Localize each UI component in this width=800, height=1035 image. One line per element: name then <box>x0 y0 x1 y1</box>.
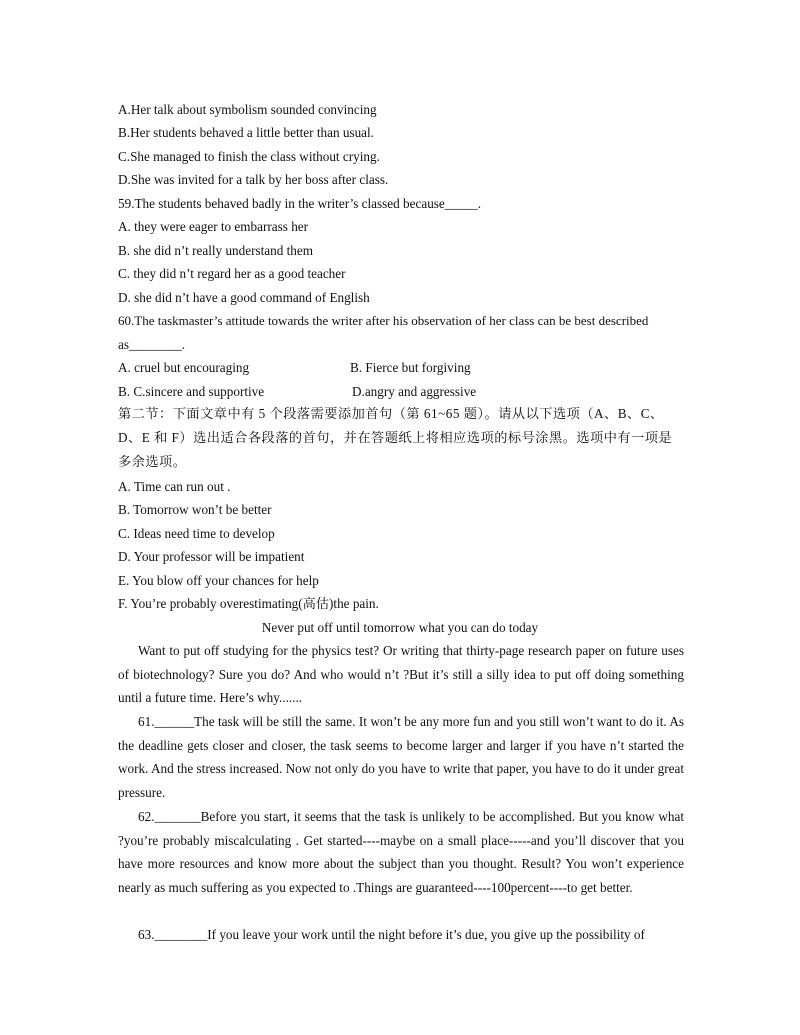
q59-option-c: C. they did n’t regard her as a good teacher <box>118 266 346 281</box>
q58-option-a: A.Her talk about symbolism sounded convincing <box>118 102 377 117</box>
q58-option-d: D.She was invited for a talk by her boss after class. <box>118 172 389 187</box>
q60-stem-line1: 60.The taskmaster’s attitude towards the writer after his observation of her class can be best described <box>118 313 649 328</box>
passage-title: Never put off until tomorrow what you can do today <box>261 620 539 635</box>
q59-stem: 59.The students behaved badly in the writer’s classed because_____. <box>118 196 482 211</box>
paragraph-63-text: 63.________If you leave your work until the night before it’s due, you give up the possibility of <box>138 927 645 942</box>
passage-paragraph-63 <box>118 923 684 947</box>
section2-option-d: D. Your professor will be impatient <box>118 549 305 564</box>
q60-stem-line2: as________. <box>118 337 186 352</box>
q58-option-c: C.She managed to finish the class without crying. <box>118 149 380 164</box>
q59-option-d: D. she did n’t have a good command of English <box>118 290 370 305</box>
section2-option-e: E. You blow off your chances for help <box>118 573 319 588</box>
paragraph-62-text: 62._______Before you start, it seems that the task is unlikely to be accomplished. But you know what ?you’re probably miscalculating . Get started----maybe on a small place-----and you’ll discover that you have more resources and know more about the subject than you thought. Result? You won’t experience nearly as much suffering as you expected to .Things are guaranteed----100percent----to get better. <box>118 809 684 895</box>
q60-option-b: B. Fierce but forgiving <box>350 360 471 375</box>
passage-intro-text: Want to put off studying for the physics test? Or writing that thirty-page research paper on future uses of biotechnology? Sure you do? And who would n’t ?But it’s still a silly idea to put off doing something until a future time. Here’s why....... <box>118 643 684 705</box>
passage-paragraph-61 <box>118 710 684 804</box>
q58-option-b: B.Her students behaved a little better than usual. <box>118 125 374 140</box>
section2-instructions-line1: 第二节：下面文章中有 5 个段落需要添加首句（第 61~65 题）。请从以下选项（A、B、C、 <box>118 406 664 421</box>
section2-option-c: C. Ideas need time to develop <box>118 526 275 541</box>
section2-option-f: F. You’re probably overestimating(高估)the pain. <box>118 596 379 611</box>
paragraph-61-text: 61.______The task will be still the same. It won’t be any more fun and you still won’t want to do it. As the deadline gets closer and closer, the task seems to become larger and larger if you have n’t started the work. And the stress increased. Now not only do you have to write that paper, you have to do it under great pressure. <box>118 714 684 800</box>
q60-option-a: A. cruel but encouraging <box>118 360 250 375</box>
q60-option-d: D.angry and aggressive <box>352 384 477 399</box>
passage-intro <box>118 639 684 710</box>
section2-option-a: A. Time can run out . <box>118 479 231 494</box>
section2-instructions-line3: 多余选项。 <box>118 454 187 469</box>
q59-option-a: A. they were eager to embarrass her <box>118 219 309 234</box>
section2-instructions-line2: D、E 和 F）选出适合各段落的首句，并在答题纸上将相应选项的标号涂黑。选项中有一项是 <box>118 430 673 445</box>
section2-option-b: B. Tomorrow won’t be better <box>118 502 272 517</box>
q59-option-b: B. she did n’t really understand them <box>118 243 313 258</box>
passage-paragraph-62 <box>118 805 684 899</box>
q60-option-c: B. C.sincere and supportive <box>118 384 265 399</box>
